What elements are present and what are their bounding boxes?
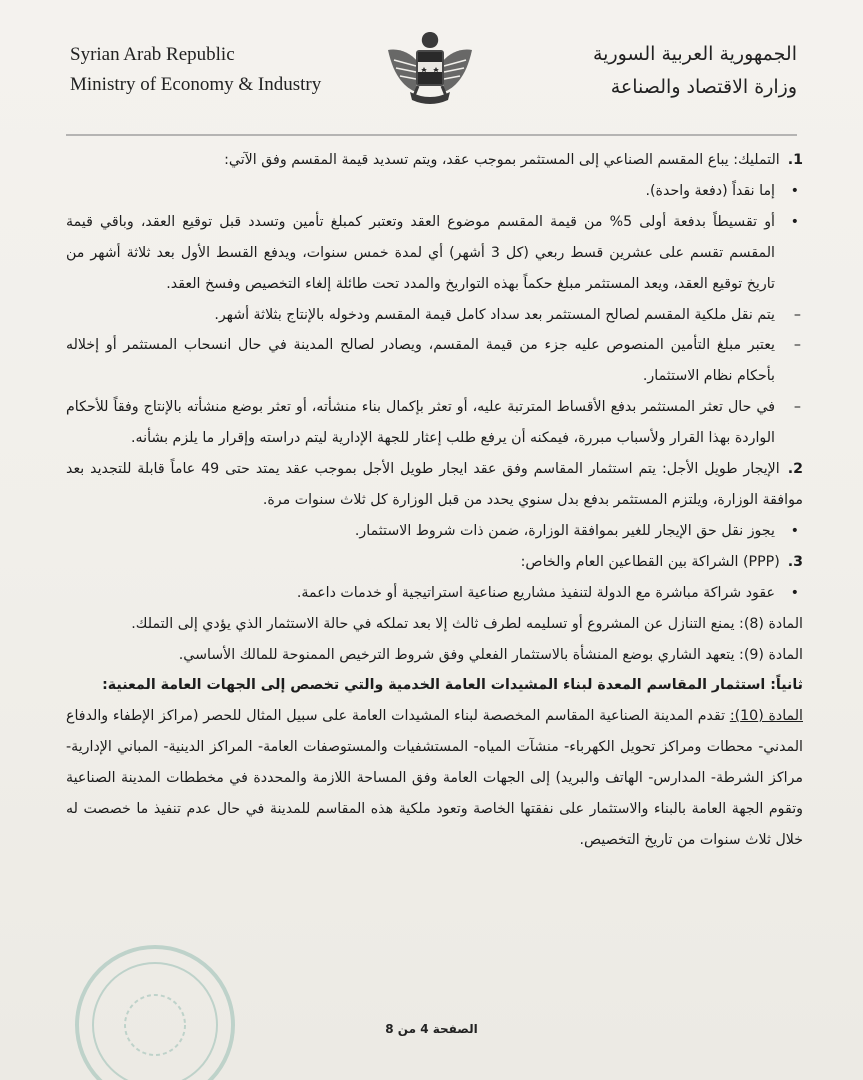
article-8: المادة (8): يمنع التنازل عن المشروع أو تسليمه لطرف ثالث إلا بعد تملكه في حالة الاستثمار الذي يؤدي إلى التملك.	[131, 615, 803, 632]
section-2	[66, 454, 803, 516]
section-3	[66, 547, 803, 578]
bullet-text: أو تقسيطاً بدفعة أولى 5% من قيمة المقسم موضوع العقد وتعتبر كمبلغ تأمين وتسدد قبل توقيع العقد، وباقي قيمة المقسم تقسم على عشرين قسط ربعي (كل 3 أشهر) أي لمدة خمس سنوات، ويدفع القسط الأول بعد ثلاثة أشهر من تاريخ توقيع العقد، ويعد المستثمر مبلغ حكماً بهذه التواريخ والمدد تحت طائلة إلغاء التخصيص وفسخ العقد.	[66, 213, 775, 292]
dash-text: يتم نقل ملكية المقسم لصالح المستثمر بعد سداد كامل قيمة المقسم ودخوله بالإنتاج بثلاثة أشهر.	[214, 306, 775, 323]
section-3-bullet-1	[66, 578, 803, 609]
second-heading: ثانياً: استثمار المقاسم المعدة لبناء المشيدات العامة الخدمية والتي تخصص إلى الجهات العامة المعنية:	[102, 677, 803, 694]
dash-icon: –	[793, 337, 801, 354]
article-10-label: المادة (10):	[729, 708, 803, 725]
section-1-bullet-1	[66, 176, 803, 207]
section-3-text: (PPP) الشراكة بين القطاعين العام والخاص:	[520, 553, 780, 570]
section-2-number: 2.	[787, 461, 803, 478]
eagle-emblem-icon	[380, 20, 480, 120]
bullet-icon: •	[790, 584, 799, 601]
section-2-text: الإيجار طويل الأجل: يتم استثمار المقاسم وفق عقد ايجار طويل الأجل بموجب عقد يمتد حتى 49 عاماً قابلة للتجديد بعد موافقة الوزارة، ويلتزم المستثمر بدفع بدل سنوي يحدد من قبل الوزارة كل ثلاث سنوات مرة.	[66, 461, 803, 508]
section-1-dash-3	[66, 392, 803, 454]
header-ar-country: الجمهورية العربية السورية	[592, 43, 797, 65]
section-2-bullet-1	[66, 516, 803, 547]
bullet-icon: •	[790, 522, 799, 539]
section-1	[66, 145, 803, 176]
article-10	[66, 701, 803, 856]
bullet-text: إما نقداً (دفعة واحدة).	[645, 182, 775, 199]
dash-icon: –	[793, 306, 801, 323]
section-1-bullet-2	[66, 207, 803, 300]
page-footer: الصفحة 4 من 8	[385, 1022, 478, 1036]
dash-text: يعتبر مبلغ التأمين المنصوص عليه جزء من قيمة المقسم، ويصادر لصالح المدينة في حال انسحاب المستثمر أو إخلاله بأحكام نظام الاستثمار.	[66, 337, 775, 385]
bullet-text: عقود شراكة مباشرة مع الدولة لتنفيذ مشاريع صناعية استراتيجية أو خدمات داعمة.	[296, 584, 775, 601]
article-9: المادة (9): يتعهد الشاري بوضع المنشأة بالاستثمار الفعلي وفق شروط الترخيص الممنوحة للمالك الأساسي.	[178, 646, 803, 663]
bullet-icon: •	[790, 182, 799, 199]
section-1-text: التمليك: يباع المقسم الصناعي إلى المستثمر بموجب عقد، ويتم تسديد قيمة المقسم وفق الآتي:	[224, 152, 780, 168]
bullet-text: يجوز نقل حق الإيجار للغير بموافقة الوزارة، ضمن ذات شروط الاستثمار.	[354, 522, 775, 539]
bullet-icon: •	[790, 213, 799, 230]
document-body	[66, 145, 803, 856]
header-divider	[66, 134, 797, 136]
header-arabic	[477, 38, 797, 104]
official-stamp-icon	[70, 940, 240, 1080]
header-en-ministry: Ministry of Economy & Industry	[70, 74, 322, 95]
section-3-number: 3.	[787, 553, 803, 570]
section-1-dash-2	[66, 330, 803, 392]
article-10-text: تقدم المدينة الصناعية المقاسم المخصصة لبناء المشيدات العامة على سبيل المثال للحصر (مراكز الإطفاء والدفاع المدني- محطات ومراكز تحويل الكهرباء- منشآت المياه- المستشفيات والمستوصفات العامة- المراكز الدينية- المباني الإدارية- مراكز الشرطة- المدارس- الهاتف والبريد) إلى الجهات العامة وفق المساحة اللازمة والمحددة في مخططات المدينة الصناعية وتقوم الجهة العامة بالبناء والاستثمار على نفقتها الخاصة وتعود ملكية هذه المقاسم للمدينة في حال عدم تنفيذ ما خصصت له خلال ثلاث سنوات من تاريخ التخصيص.	[66, 708, 803, 848]
header-english	[70, 40, 370, 100]
section-1-number: 1.	[787, 152, 803, 168]
header-en-country: Syrian Arab Republic	[70, 44, 235, 65]
section-1-dash-1	[66, 300, 803, 331]
dash-icon: –	[793, 399, 801, 416]
dash-text: في حال تعثر المستثمر بدفع الأقساط المترتبة عليه، أو تعثر بإكمال بناء منشأته، أو تعثر بوضع منشأته بالإنتاج وفقاً للأحكام الواردة بهذا القرار ولأسباب مبررة، فيمكنه أن يرفع طلب إعثار للجهة الإدارية ليتم دراسته وإقرار ما يلزم بشأنه.	[66, 399, 775, 447]
header-ar-ministry: وزارة الاقتصاد والصناعة	[610, 76, 797, 98]
